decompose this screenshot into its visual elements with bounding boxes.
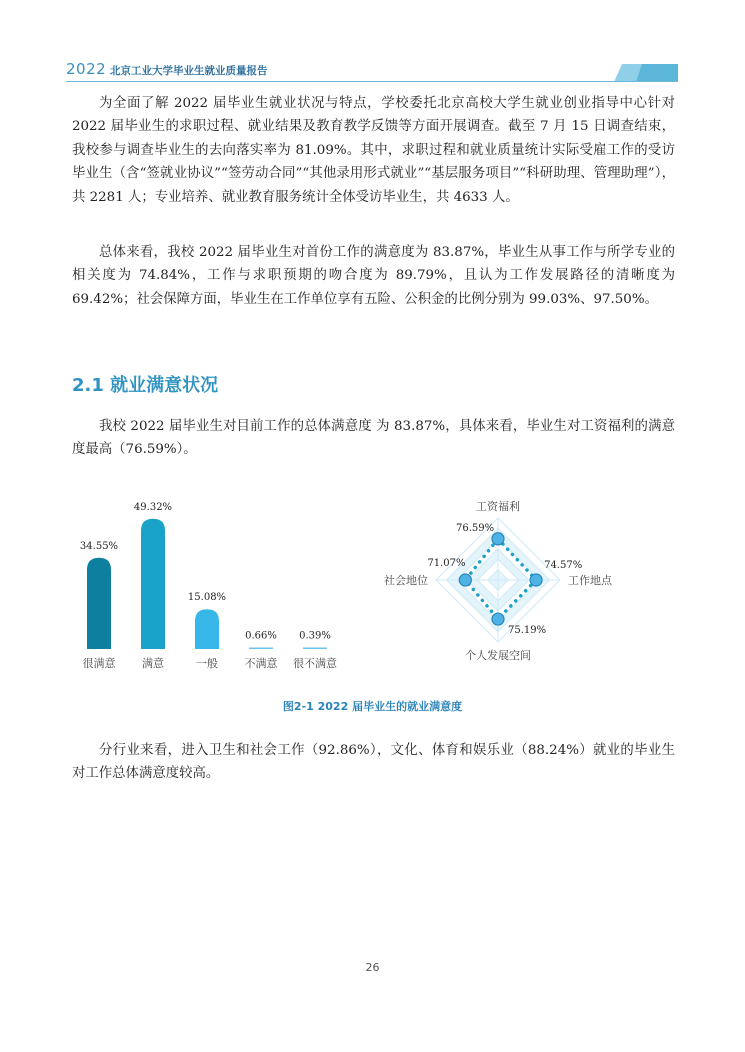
bar-value-label: 0.66% — [245, 630, 277, 642]
bar-value-label: 49.32% — [133, 501, 173, 513]
header-decoration — [614, 64, 678, 82]
radar-axis-label: 工作地点 — [568, 574, 612, 587]
radar-value-label: 71.07% — [427, 558, 466, 569]
radar-axis-label: 个人发展空间 — [465, 649, 531, 662]
bar-value-label: 15.08% — [187, 592, 227, 604]
header-year: 2022 — [66, 60, 107, 78]
bar-category-label: 满意 — [142, 657, 164, 670]
bar-1 — [87, 558, 111, 649]
industry-paragraph: 分行业来看，进入卫生和社会工作（92.86%），文化、体育和娱乐业（88.24%）就业的毕业生对工作总体满意度较高。 — [72, 743, 675, 782]
radar-value-label: 75.19% — [508, 625, 547, 637]
radar-axis-label: 社会地位 — [384, 574, 428, 587]
satisfaction-bar-chart — [70, 495, 370, 675]
bar-category-label: 很不满意 — [293, 657, 337, 670]
radar-point — [530, 574, 542, 586]
satisfaction-radar-chart — [370, 495, 630, 675]
bar-category-label: 很满意 — [82, 657, 116, 670]
bar-category-label: 不满意 — [244, 657, 278, 670]
radar-value-label: 76.59% — [456, 522, 495, 534]
intro-paragraph-2: 总体来看，我校 2022 届毕业生对首份工作的满意度为 83.87%，毕业生从事工作与所学专业的相关度为 74.84%，工作与求职预期的吻合度为 89.79%，且认为工作发展路径的清晰度为 69.42%；社会保障方面，毕业生在工作单位享有五险、公积金的比例分别为 99.03%、97.50%。 — [72, 245, 675, 307]
bar-5 — [303, 648, 327, 650]
section-intro-paragraph: 我校 2022 届毕业生对目前工作的总体满意度 为 83.87%，具体来看，毕业生对工资福利的满意度最高（76.59%）。 — [72, 419, 675, 458]
radar-point — [492, 613, 504, 625]
radar-value-label: 74.57% — [544, 560, 583, 571]
page-number: 26 — [365, 961, 380, 974]
header-title: 北京工业大学毕业生就业质量报告 — [110, 65, 268, 77]
radar-point — [459, 574, 471, 586]
header-rule — [66, 81, 678, 82]
bar-value-label: 34.55% — [79, 540, 119, 552]
page-header — [66, 60, 678, 82]
section-title: 2.1 就业满意状况 — [72, 375, 219, 396]
radar-axis-label: 工资福利 — [476, 500, 520, 513]
radar-point — [492, 533, 504, 545]
bar-value-label: 0.39% — [299, 630, 331, 642]
bar-3 — [195, 609, 219, 649]
bar-category-label: 一般 — [196, 657, 218, 670]
bar-2 — [141, 519, 165, 649]
intro-paragraph-1: 为全面了解 2022 届毕业生就业状况与特点，学校委托北京高校大学生就业创业指导中心针对 2022 届毕业生的求职过程、就业结果及教育教学反馈等方面开展调查。截至 7 月 15 日调查结束，我校参与调查毕业生的去向落实率为 81.09%。其中，求职过程和就业质量统计实际受雇工作的受访毕业生（含“签就业协议”“签劳动合同”“其他录用形式就业”“基层服务项目”“科研助理、管理助理”），共 2281 人；专业培养、就业教育服务统计全体受访毕业生，共 4633 人。 — [72, 96, 675, 205]
bar-4 — [249, 648, 273, 650]
figure-caption: 图2-1 2022 届毕业生的就业满意度 — [282, 700, 463, 713]
